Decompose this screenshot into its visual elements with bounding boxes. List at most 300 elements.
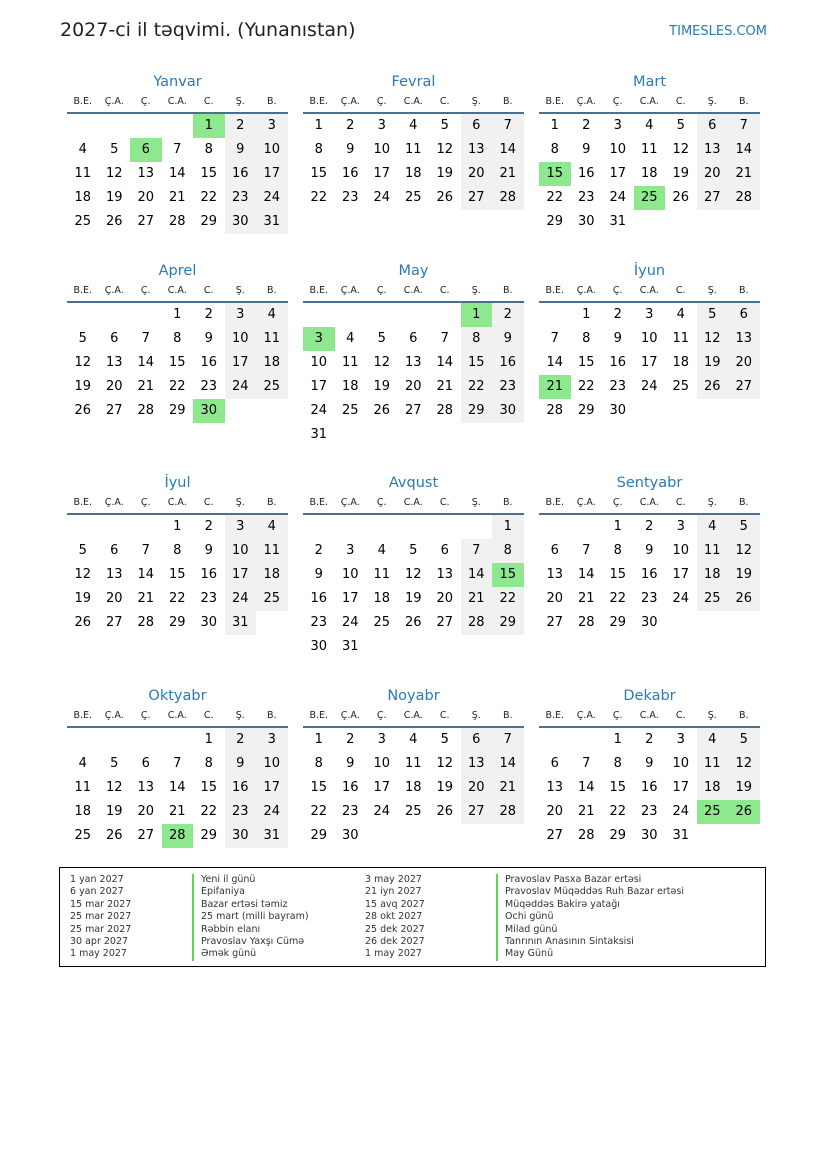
day-cell: 6 [728,303,760,327]
day-cell: 18 [697,776,729,800]
holiday-name: Əmək günü [192,948,256,960]
day-cell: 16 [341,166,359,181]
day-cell: 2 [225,728,257,752]
day-cell: 28 [137,403,155,418]
weekday-label: B.E. [309,710,329,721]
day-cell: 17 [341,591,359,606]
day-cell: 16 [200,355,218,370]
day-cell: 20 [697,162,729,186]
weekday-label: Ç.A. [576,96,596,107]
day-cell: 25 [256,587,288,611]
day-cell: 16 [492,351,524,375]
weekday-header [67,92,288,114]
day-cell: 27 [436,615,454,630]
weekday-label: Ş. [235,96,245,107]
holiday-name: Rəbbin elanı [192,924,260,936]
day-cell: 21 [461,587,493,611]
weekday-header [303,281,524,303]
weekday-header [303,706,524,728]
month-10 [67,686,288,872]
day-cell: 27 [105,403,123,418]
weekday-label: C.A. [403,497,423,508]
day-cell: 14 [137,567,155,582]
day-cell: 22 [310,804,328,819]
weekday-label: B.E. [545,285,565,296]
day-cell: 30 [225,210,257,234]
day-cell: 16 [609,355,627,370]
day-cell: 24 [640,379,658,394]
day-cell: 21 [492,162,524,186]
day-cell: 22 [200,190,218,205]
day-cell: 24 [310,403,328,418]
weekday-label: C.A. [167,96,187,107]
holiday-date: 6 yan 2027 [70,886,124,898]
weekday-label: B. [502,497,513,508]
weekday-label: C.A. [639,497,659,508]
holiday-date: 15 avq 2027 [365,898,425,910]
day-cell: 23 [200,591,218,606]
day-cell: 19 [728,563,760,587]
day-cell: 2 [346,118,355,133]
day-cell: 11 [640,142,658,157]
day-cell: 18 [74,804,92,819]
day-cell: 11 [74,166,92,181]
weekday-label: C.A. [167,497,187,508]
day-cell: 14 [492,752,524,776]
day-cell: 12 [436,142,454,157]
weekday-header [303,92,524,114]
day-cell: 27 [546,615,564,630]
day-cell: 22 [577,379,595,394]
day-cell: 30 [341,828,359,843]
weekday-label: Ç.A. [576,710,596,721]
holiday-name: Pravoslav Yaxşı Cümə [192,936,304,948]
day-cell: 21 [577,591,595,606]
weekday-label: C. [439,710,450,721]
day-cell: 11 [697,539,729,563]
day-cell: 7 [141,543,150,558]
days-grid [303,114,524,258]
day-cell: 7 [492,728,524,752]
day-cell: 21 [577,804,595,819]
day-cell: 2 [225,114,257,138]
day-cell: 26 [672,190,690,205]
holiday-day: 25 [697,800,729,824]
weekday-label: C.A. [167,285,187,296]
days-grid [539,515,760,659]
holiday-name: Pravoslav Pasxa Bazar ertəsi [496,874,641,886]
month-name: Sentyabr [616,475,683,491]
day-cell: 6 [550,543,559,558]
day-cell: 16 [341,780,359,795]
day-cell: 19 [105,804,123,819]
day-cell: 20 [105,379,123,394]
day-cell: 4 [377,543,386,558]
day-cell: 29 [609,828,627,843]
day-cell: 25 [74,828,92,843]
holiday-name: 25 mart (milli bayram) [192,911,309,923]
weekday-label: C.A. [403,285,423,296]
day-cell: 24 [256,186,288,210]
day-cell: 11 [373,567,391,582]
day-cell: 13 [461,752,493,776]
day-cell: 10 [256,138,288,162]
day-cell: 15 [200,166,218,181]
day-cell: 17 [640,355,658,370]
day-cell: 20 [461,776,493,800]
day-cell: 7 [582,543,591,558]
day-cell: 24 [256,800,288,824]
weekday-label: Ç. [376,497,387,508]
day-cell: 3 [676,732,685,747]
holiday-name: Pravoslav Müqəddəs Ruh Bazar ertəsi [496,886,684,898]
holiday-name: Epifaniya [192,886,245,898]
day-cell: 8 [204,756,213,771]
day-cell: 28 [577,615,595,630]
day-cell: 14 [577,567,595,582]
day-cell: 5 [697,303,729,327]
day-cell: 31 [256,824,288,848]
day-cell: 9 [204,543,213,558]
day-cell: 19 [436,780,454,795]
day-cell: 27 [461,186,493,210]
day-cell: 25 [697,587,729,611]
day-cell: 7 [141,331,150,346]
month-name: Yanvar [153,74,202,90]
day-cell: 27 [546,828,564,843]
day-cell: 8 [492,539,524,563]
day-cell: 25 [373,615,391,630]
day-cell: 26 [105,828,123,843]
day-cell: 4 [697,728,729,752]
month-4 [67,261,288,447]
day-cell: 4 [256,303,288,327]
day-cell: 28 [137,615,155,630]
day-cell: 10 [225,327,257,351]
day-cell: 12 [105,780,123,795]
day-cell: 24 [373,804,391,819]
day-cell: 3 [256,114,288,138]
days-grid [67,728,288,872]
day-cell: 10 [672,756,690,771]
weekday-header [303,493,524,515]
day-cell: 20 [404,379,422,394]
day-cell: 4 [409,732,418,747]
day-cell: 24 [225,587,257,611]
day-cell: 20 [546,591,564,606]
day-cell: 2 [613,307,622,322]
day-cell: 22 [310,190,328,205]
day-cell: 27 [404,403,422,418]
holiday-date: 21 iyn 2027 [365,886,422,898]
day-cell: 21 [168,190,186,205]
weekday-label: Ç. [140,710,151,721]
day-cell: 5 [728,515,760,539]
day-cell: 17 [256,776,288,800]
day-cell: 7 [582,756,591,771]
day-cell: 7 [173,142,182,157]
day-cell: 3 [346,543,355,558]
day-cell: 3 [645,307,654,322]
day-cell: 19 [728,776,760,800]
day-cell: 29 [310,828,328,843]
day-cell: 17 [310,379,328,394]
day-cell: 12 [436,756,454,771]
day-cell: 3 [377,732,386,747]
weekday-label: Ç. [140,285,151,296]
day-cell: 29 [577,403,595,418]
day-cell: 29 [492,611,524,635]
day-cell: 13 [728,327,760,351]
weekday-label: C.A. [639,710,659,721]
day-cell: 14 [168,780,186,795]
day-cell: 31 [609,214,627,229]
day-cell: 8 [314,756,323,771]
weekday-label: Ç. [612,96,623,107]
weekday-label: C. [675,96,686,107]
day-cell: 6 [141,756,150,771]
day-cell: 25 [672,379,690,394]
day-cell: 9 [613,331,622,346]
day-cell: 9 [225,138,257,162]
day-cell: 19 [672,166,690,181]
weekday-label: B. [738,497,749,508]
day-cell: 1 [550,118,559,133]
day-cell: 22 [200,804,218,819]
day-cell: 25 [341,403,359,418]
weekday-label: C. [675,285,686,296]
weekday-label: C. [203,285,214,296]
weekday-label: Ç.A. [576,285,596,296]
weekday-label: Ç. [376,285,387,296]
weekday-label: Ş. [707,497,717,508]
day-cell: 11 [404,142,422,157]
day-cell: 30 [310,639,328,654]
day-cell: 11 [697,752,729,776]
weekday-label: B. [266,497,277,508]
day-cell: 19 [74,379,92,394]
day-cell: 28 [436,403,454,418]
weekday-label: B.E. [73,497,93,508]
day-cell: 24 [609,190,627,205]
day-cell: 20 [436,591,454,606]
site-link[interactable]: TIMESLES.COM [669,24,767,39]
weekday-label: Ç.A. [104,710,124,721]
day-cell: 17 [609,166,627,181]
day-cell: 13 [105,567,123,582]
day-cell: 8 [582,331,591,346]
day-cell: 12 [728,539,760,563]
day-cell: 5 [676,118,685,133]
day-cell: 16 [225,776,257,800]
day-cell: 20 [137,190,155,205]
weekday-label: B. [502,285,513,296]
weekday-label: Ç.A. [104,285,124,296]
day-cell: 1 [173,519,182,534]
holiday-day: 21 [539,375,571,399]
day-cell: 26 [74,403,92,418]
day-cell: 16 [640,567,658,582]
weekday-label: Ç.A. [576,497,596,508]
day-cell: 7 [728,114,760,138]
day-cell: 13 [697,138,729,162]
day-cell: 15 [609,567,627,582]
day-cell: 4 [346,331,355,346]
month-name: Mart [632,74,667,90]
holiday-name: Yeni il günü [192,874,255,886]
weekday-label: Ş. [707,96,717,107]
month-1 [67,72,288,258]
holiday-day: 26 [728,800,760,824]
day-cell: 30 [640,828,658,843]
day-cell: 19 [404,591,422,606]
day-cell: 8 [613,756,622,771]
weekday-label: C.A. [639,285,659,296]
weekday-label: Ç. [612,497,623,508]
weekday-label: Ç.A. [340,285,360,296]
day-cell: 15 [168,567,186,582]
month-name: May [398,263,429,279]
day-cell: 8 [550,142,559,157]
day-cell: 6 [110,543,119,558]
day-cell: 28 [728,186,760,210]
holiday-day: 3 [303,327,335,351]
day-cell: 1 [314,732,323,747]
day-cell: 12 [105,166,123,181]
days-grid [539,728,760,872]
day-cell: 11 [341,355,359,370]
weekday-header [539,281,760,303]
weekday-header [67,706,288,728]
day-cell: 12 [74,355,92,370]
day-cell: 2 [582,118,591,133]
weekday-label: B. [738,96,749,107]
day-cell: 9 [314,567,323,582]
weekday-label: C. [203,497,214,508]
day-cell: 20 [728,351,760,375]
holiday-date: 1 may 2027 [70,948,127,960]
weekday-label: B.E. [545,710,565,721]
day-cell: 1 [582,307,591,322]
holiday-name: Tanrının Anasının Sintaksisi [496,936,634,948]
day-cell: 23 [577,190,595,205]
month-name: Aprel [158,263,197,279]
day-cell: 18 [256,351,288,375]
day-cell: 9 [645,756,654,771]
day-cell: 28 [168,214,186,229]
holiday-day: 6 [130,138,162,162]
holiday-date: 1 may 2027 [365,948,422,960]
day-cell: 30 [609,403,627,418]
day-cell: 30 [225,824,257,848]
day-cell: 18 [373,591,391,606]
day-cell: 19 [373,379,391,394]
day-cell: 16 [577,166,595,181]
day-cell: 14 [137,355,155,370]
holiday-date: 25 dek 2027 [365,923,425,935]
day-cell: 1 [204,732,213,747]
day-cell: 7 [440,331,449,346]
day-cell: 13 [546,780,564,795]
day-cell: 24 [672,591,690,606]
day-cell: 7 [173,756,182,771]
day-cell: 1 [492,515,524,539]
day-cell: 1 [173,307,182,322]
holiday-date: 1 yan 2027 [70,874,124,885]
month-7 [67,473,288,659]
day-cell: 22 [609,591,627,606]
weekday-label: C. [675,710,686,721]
day-cell: 24 [672,804,690,819]
day-cell: 6 [110,331,119,346]
day-cell: 27 [461,800,493,824]
day-cell: 5 [78,331,87,346]
month-name: Fevral [391,74,436,90]
weekday-label: B.E. [545,96,565,107]
day-cell: 17 [373,166,391,181]
day-cell: 19 [697,351,729,375]
day-cell: 20 [461,162,493,186]
weekday-label: C. [439,96,450,107]
weekday-label: Ç.A. [340,497,360,508]
weekday-header [67,281,288,303]
month-8 [303,473,524,659]
day-cell: 26 [404,615,422,630]
page-title: 2027-ci il təqvimi. (Yunanıstan) [60,19,356,41]
day-cell: 1 [314,118,323,133]
day-cell: 27 [728,375,760,399]
day-cell: 27 [137,214,155,229]
holiday-day: 1 [193,114,225,138]
day-cell: 18 [256,563,288,587]
day-cell: 29 [168,615,186,630]
day-cell: 23 [225,800,257,824]
day-cell: 23 [640,591,658,606]
day-cell: 31 [341,639,359,654]
day-cell: 12 [697,327,729,351]
day-cell: 17 [373,780,391,795]
day-cell: 12 [404,567,422,582]
day-cell: 3 [676,519,685,534]
day-cell: 21 [137,591,155,606]
day-cell: 14 [577,780,595,795]
day-cell: 10 [373,142,391,157]
weekday-label: B. [266,285,277,296]
day-cell: 22 [546,190,564,205]
weekday-label: Ç. [612,285,623,296]
day-cell: 18 [672,355,690,370]
day-cell: 5 [409,543,418,558]
holiday-name: Müqəddəs Bakirə yatağı [496,899,620,911]
day-cell: 1 [613,519,622,534]
day-cell: 26 [436,190,454,205]
weekday-label: C. [675,497,686,508]
day-cell: 18 [640,166,658,181]
day-cell: 4 [645,118,654,133]
day-cell: 17 [256,162,288,186]
day-cell: 26 [105,214,123,229]
day-cell: 8 [461,327,493,351]
day-cell: 15 [461,351,493,375]
day-cell: 10 [640,331,658,346]
day-cell: 19 [436,166,454,181]
day-cell: 29 [200,214,218,229]
day-cell: 11 [672,331,690,346]
day-cell: 23 [225,186,257,210]
weekday-label: B.E. [73,285,93,296]
day-cell: 5 [78,543,87,558]
day-cell: 20 [137,804,155,819]
